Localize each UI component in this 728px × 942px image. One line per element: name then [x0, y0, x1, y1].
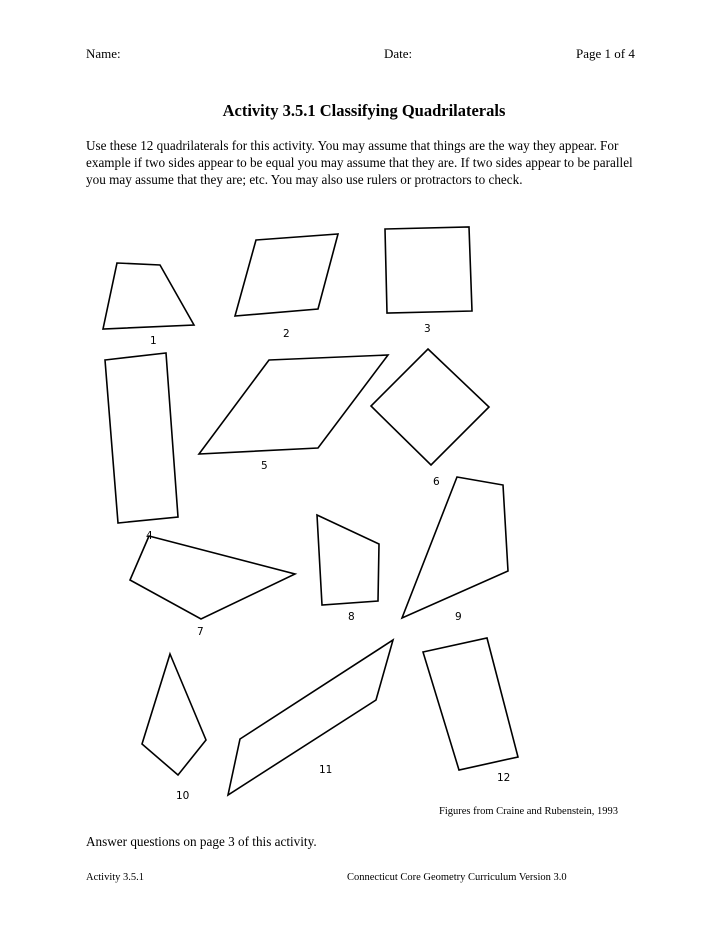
figure-label-7: 7 — [197, 626, 204, 638]
figure-5-parallelogram — [199, 355, 388, 454]
figure-10-kite — [142, 654, 206, 775]
figure-8-trapezoid — [317, 515, 379, 605]
figure-3-square — [385, 227, 472, 313]
figure-7-kite — [130, 536, 295, 619]
figure-1-trapezoid — [103, 263, 194, 329]
intro-text: Use these 12 quadrilaterals for this activity. You may assume that things are the way they appear. For example if two sides appear to be equal you may assume that they are. If two sides appear to be parallel you may assume that they are; etc. You may also use rulers or protractors to check. — [86, 138, 633, 187]
figure-label-2: 2 — [283, 328, 290, 340]
footer-activity: Activity 3.5.1 — [86, 872, 145, 883]
figure-label-12: 12 — [497, 772, 511, 784]
figure-label-9: 9 — [455, 611, 462, 623]
figure-label-8: 8 — [348, 611, 355, 623]
figure-2-rhombus — [235, 234, 338, 316]
footer-curriculum: Connecticut Core Geometry Curriculum Version 3.0 — [347, 872, 567, 883]
answer-note: Answer questions on page 3 of this activity. — [86, 834, 317, 849]
page-title: Activity 3.5.1 Classifying Quadrilaterals — [222, 101, 506, 120]
name-label: Name: — [86, 46, 121, 61]
figure-label-4: 4 — [146, 530, 153, 542]
figures-credit: Figures from Craine and Rubenstein, 1993 — [439, 806, 619, 817]
figure-label-11: 11 — [319, 764, 333, 776]
figure-12-rectangle — [423, 638, 518, 770]
figure-11-parallelogram — [228, 640, 393, 795]
figure-label-5: 5 — [261, 460, 268, 472]
page-number: Page 1 of 4 — [576, 46, 635, 61]
figure-label-6: 6 — [433, 476, 440, 488]
figure-label-3: 3 — [424, 323, 431, 335]
date-label: Date: — [384, 46, 413, 61]
figure-9-quadrilateral — [402, 477, 508, 618]
figure-4-rectangle — [105, 353, 178, 523]
figure-6-square-rotated — [371, 349, 489, 465]
figure-label-1: 1 — [150, 335, 157, 347]
figure-label-10: 10 — [176, 790, 190, 802]
